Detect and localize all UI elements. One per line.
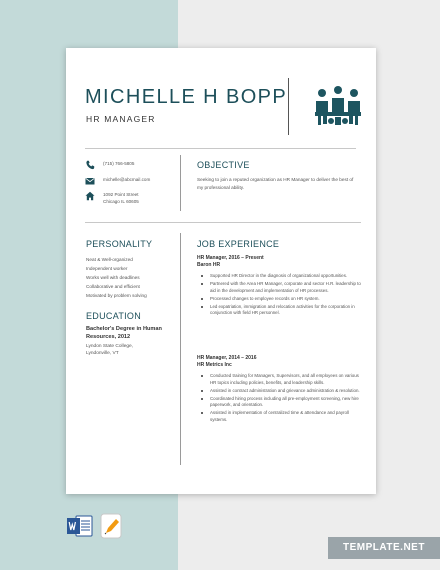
personality-heading: PERSONALITY <box>86 239 153 249</box>
list-item: Neat & Well-organized <box>86 257 133 262</box>
education-school <box>86 344 133 357</box>
list-item: Partnered with the Area HR Manager, corporate and sector H.R. leadership to aid in the development and implementation of HR processes. <box>197 281 362 294</box>
list-item: Supported HR Director in the diagnosis of organizational opportunities. <box>197 273 362 280</box>
list-item: Conducted training for Managers, Supervisors, and all employees on various HR topics including policies, benefits, and leadership skills. <box>197 373 362 386</box>
job-bullets <box>197 273 362 318</box>
list-item: Independent worker <box>86 266 128 271</box>
objective-text: Seeking to join a reputed organization as HR Manager to deliver the best of my professional ability. <box>197 177 354 190</box>
school-line-2: Lyndonville, VT <box>86 350 119 356</box>
top-column-divider <box>180 155 181 211</box>
header-divider <box>288 78 289 135</box>
school-line-1: Lyndon State College, <box>86 344 134 349</box>
email-address: michelle@abcmail.com <box>103 177 151 182</box>
word-icon[interactable] <box>67 514 93 538</box>
candidate-name: MICHELLE H BOPP <box>85 86 288 108</box>
list-item: Motivated by problem solving <box>86 293 147 298</box>
job-role <box>197 355 256 368</box>
list-item: Assisted in implementation of centralized time & attendance and payroll systems. <box>197 410 362 423</box>
people-meeting-icon <box>312 85 364 127</box>
candidate-job-title: HR MANAGER <box>86 114 156 124</box>
phone-number: (715) 766-5805 <box>103 161 135 166</box>
list-item: Coordinated hiring process including all pre-employment screening, new hire paperwork, and orientation. <box>197 396 362 409</box>
section-rule <box>85 222 361 223</box>
objective-heading: OBJECTIVE <box>197 160 250 170</box>
list-item: Assisted in contract administration and grievance administration & resolution. <box>197 388 362 395</box>
list-item: Processed changes to employee records on HR system. <box>197 296 362 303</box>
job-title: HR Manager, 2016 – Present <box>197 255 264 261</box>
experience-heading: JOB EXPERIENCE <box>197 239 280 249</box>
address <box>103 192 139 205</box>
job-bullets <box>197 373 362 425</box>
job-role <box>197 255 264 268</box>
personality-list <box>86 255 147 300</box>
phone-icon <box>85 160 95 170</box>
list-item: Collaborative and efficient <box>86 284 140 289</box>
header-rule <box>85 148 356 149</box>
home-icon <box>85 191 95 201</box>
list-item: Works well with deadlines <box>86 275 140 280</box>
resume-page <box>66 48 376 494</box>
job-company: HR Metrics Inc <box>197 361 232 368</box>
job-title: HR Manager, 2014 – 2016 <box>197 355 257 361</box>
education-degree: Bachelor's Degree in Human Resources, 2012 <box>86 326 162 340</box>
education-heading: EDUCATION <box>86 311 142 321</box>
template-net-badge[interactable]: TEMPLATE.NET <box>328 537 440 559</box>
list-item: Led expatriation, immigration and relocation activities for the corporation in conjunction with field HR personnel. <box>197 304 362 317</box>
pages-icon[interactable] <box>100 513 122 539</box>
address-line-1: 1092 Point Street <box>103 192 139 197</box>
email-icon <box>85 176 95 186</box>
main-column-divider <box>180 233 181 465</box>
address-line-2: Chicago IL 60605 <box>103 198 139 204</box>
job-company: Baron HR <box>197 261 221 268</box>
